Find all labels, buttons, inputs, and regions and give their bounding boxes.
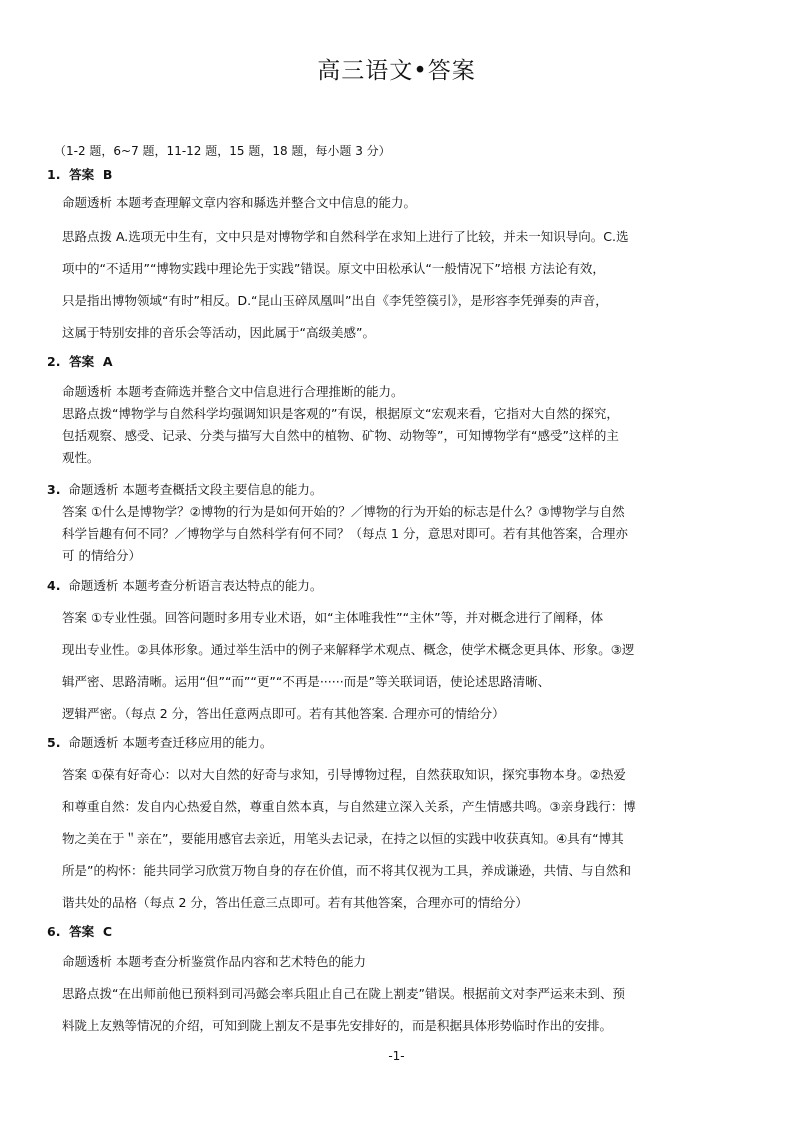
text-line: 和尊重自然：发自内心热爱自然，尊重自然本真，与自然建立深入关系，产生情感共鸣。③亲身践行：博 bbox=[62, 799, 636, 814]
text-line: 思路点拨“在出师前他已预料到司冯懿会率兵阻止自己在陇上割麦”错误。根据前文对李严运来未到、预 bbox=[62, 986, 625, 1001]
page-title: 高三语文•答案 bbox=[317, 58, 476, 84]
text-line: 科学旨趣有何不同？／博物学与自然科学有何不同？（每点 1 分，意思对即可。若有其他答案，合理亦 bbox=[62, 526, 628, 541]
question-5-heading bbox=[47, 733, 747, 751]
text-line: 谐共处的品格（每点 2 分，答出任意三点即可。若有其他答案，合理亦可的情给分） bbox=[62, 895, 528, 910]
question-number: 2. bbox=[47, 354, 61, 369]
question-4 bbox=[47, 576, 747, 722]
answer-value: C bbox=[102, 924, 113, 939]
text-line: 料陇上友熟等情况的介绍，可知到陇上割友不是事先安排好的，而是积据具体形势临时作出的安排。 bbox=[62, 1018, 613, 1033]
text-line: 现出专业性。②具体形象。通过举生活中的例子来解释学术观点、概念，使学术概念更具体、形象。③逻 bbox=[62, 642, 635, 657]
text-line: 项中的“不适用”“博物实践中理论先于实践”错误。原文中田松承认“一般情况下”培根 方法论有效， bbox=[62, 261, 605, 276]
answer-label: 答案 bbox=[69, 354, 95, 369]
question-number: 3. bbox=[47, 482, 61, 497]
text-line: 辑严密、思路清晰。运用“但”“而”“更”“不再是······而是”等关联词语，使论述思路清晰、 bbox=[62, 674, 551, 689]
text-line: 命题透析 本题考查概括文段主要信息的能力。 bbox=[68, 482, 323, 497]
text-line: 命题透析 本题考查迁移应用的能力。 bbox=[68, 735, 273, 750]
question-1 bbox=[47, 165, 747, 341]
text-line: 答案 ①什么是博物学？②博物的行为是如何开始的？／博物的行为开始的标志是什么？③博物学与自然 bbox=[62, 504, 625, 519]
question-5 bbox=[47, 733, 747, 911]
question-2 bbox=[47, 352, 747, 466]
text-line: 逻辑严密。（每点 2 分，答出任意两点即可。若有其他答案. 合理亦可的情给分） bbox=[62, 706, 505, 721]
question-1-heading bbox=[47, 165, 747, 183]
text-line: 命题透析 本题考查筛选并整合文中信息进行合理推断的能力。 bbox=[62, 384, 404, 399]
text-line: 这属于特别安排的音乐会等活动，因此属于“高级美感”。 bbox=[62, 325, 375, 340]
question-6 bbox=[47, 922, 747, 1034]
text-line: 可 的情给分） bbox=[62, 548, 141, 563]
scope-note: （1-2 题，6~7 题，11-12 题，15 题，18 题，每小题 3 分） bbox=[54, 144, 391, 158]
question-number: 4. bbox=[47, 578, 61, 593]
text-line: 思路点拨“博物学与自然科学均强调知识是客观的”有误，根据原文“宏观来看，它指对大自然的探究， bbox=[62, 406, 619, 421]
text-line: 包括观察、感受、记录、分类与描写大自然中的植物、矿物、动物等”，可知博物学有“感受”这样的主 bbox=[62, 428, 619, 443]
text-line: 答案 ①葆有好奇心：以对大自然的好奇与求知，引导博物过程，自然获取知识，探究事物本身。②热爱 bbox=[62, 767, 626, 782]
answer-label: 答案 bbox=[69, 167, 95, 182]
question-number: 5. bbox=[47, 735, 61, 750]
question-2-heading bbox=[47, 352, 747, 370]
text-line: 思路点拨 A.选项无中生有，文中只是对博物学和自然科学在求知上进行了比较，并未一知识导向。C.选 bbox=[62, 229, 629, 244]
question-3-heading bbox=[47, 480, 747, 498]
question-6-heading bbox=[47, 922, 747, 940]
answer-value: A bbox=[102, 354, 113, 369]
text-line: 答案 ①专业性强。回答问题时多用专业术语，如“主体唯我性”“主休”等，并对概念进行了阐释，体 bbox=[62, 610, 604, 625]
answer-value: B bbox=[102, 167, 113, 182]
page-number: -1- bbox=[388, 1049, 405, 1063]
question-3 bbox=[47, 480, 747, 564]
text-line: 命题透析 本题考查分析鉴赏作品内容和艺术特色的能力 bbox=[62, 954, 366, 969]
answer-label: 答案 bbox=[69, 924, 95, 939]
text-line: 观性。 bbox=[62, 450, 100, 465]
text-line: 命题透析 本题考查理解文章内容和縣选并整合文中信息的能力。 bbox=[62, 195, 416, 210]
text-line: 命题透析 本题考查分析语言表达特点的能力。 bbox=[68, 578, 323, 593]
question-4-heading bbox=[47, 576, 747, 594]
text-line: 物之美在于＂亲在”，要能用感官去亲近，用笔头去记录，在持之以恒的实践中收获真知。④具有“博其 bbox=[62, 831, 624, 846]
question-number: 1. bbox=[47, 167, 61, 182]
question-number: 6. bbox=[47, 924, 61, 939]
text-line: 所是”的构怀：能共同学习欣赏万物自身的存在价值，而不将其仅视为工具，养成谦逊，共情、与自然和 bbox=[62, 863, 631, 878]
text-line: 只是指出博物领域“有时”相反。D.“昆山玉碎凤凰叫”出自《李凭箜篌引》，是形容李凭弹奏的声音， bbox=[62, 293, 608, 308]
